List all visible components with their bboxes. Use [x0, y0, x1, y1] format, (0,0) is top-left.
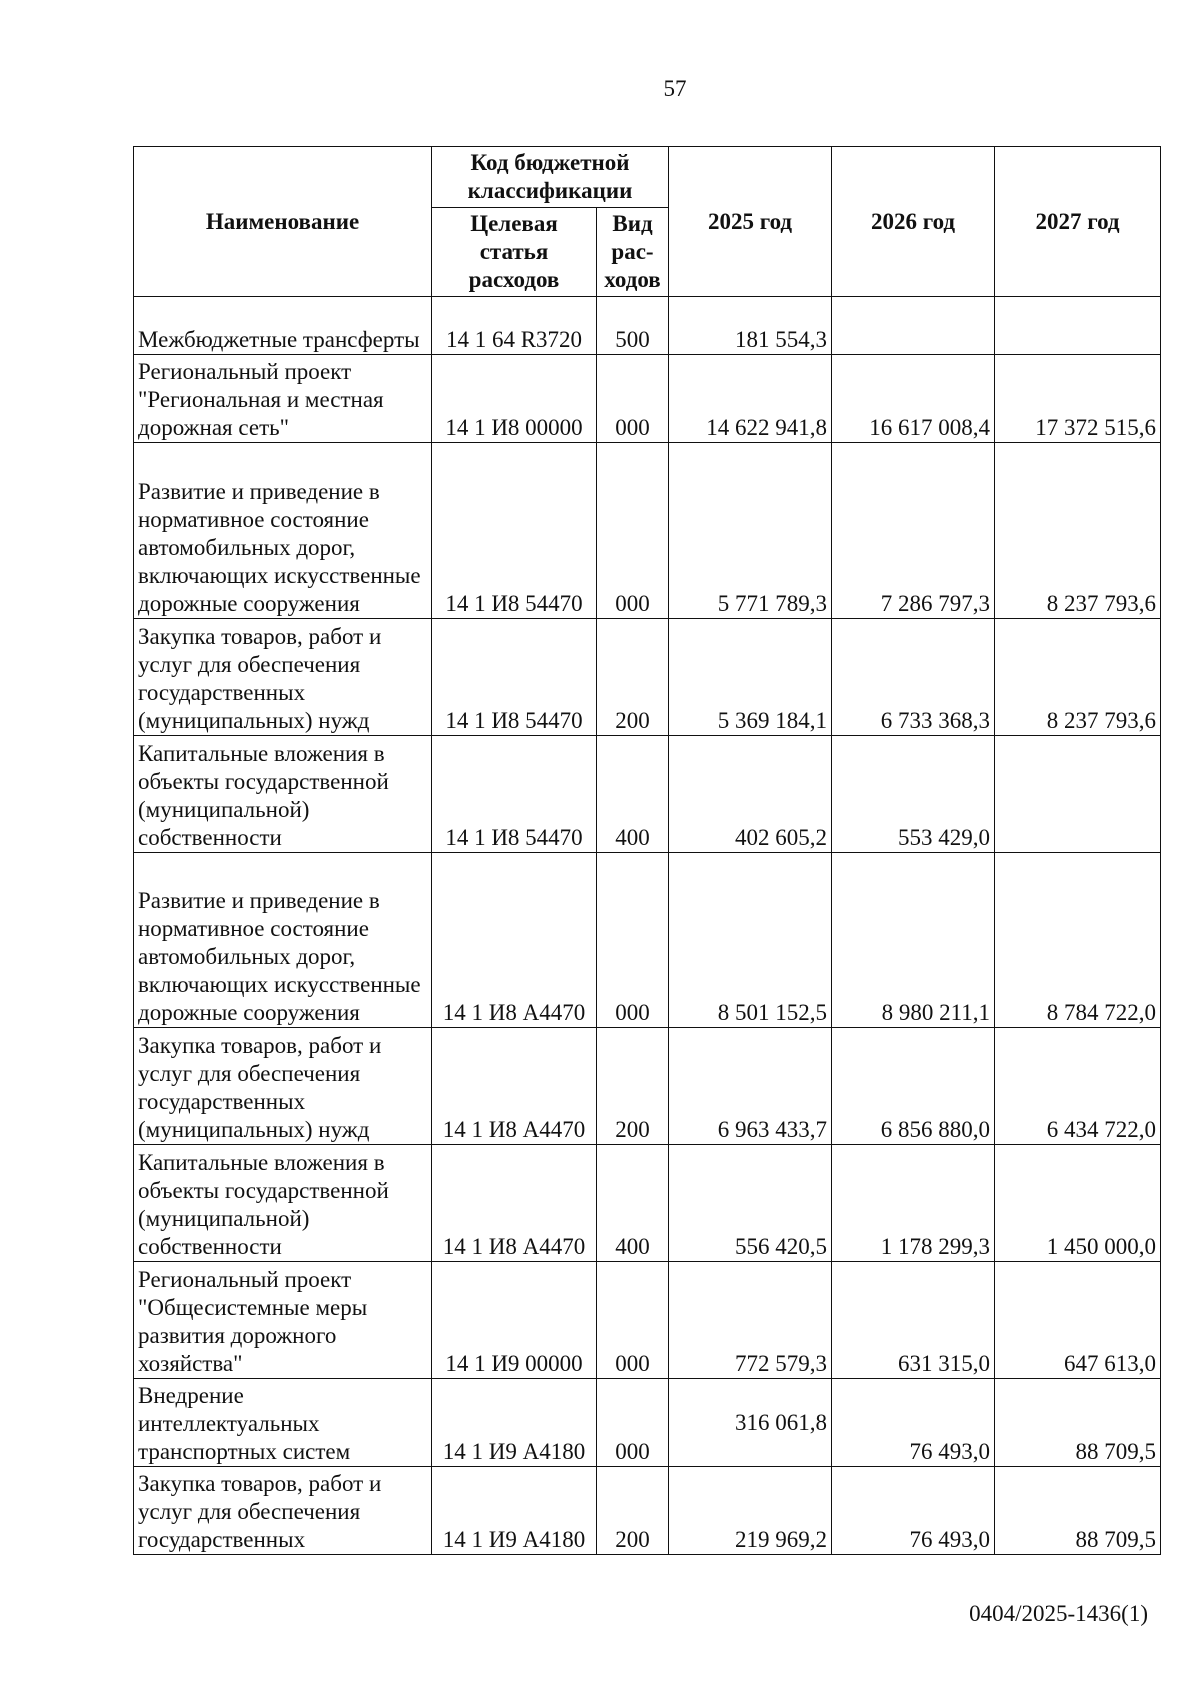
row-code: 14 1 И8 00000: [432, 355, 597, 443]
row-2026: 76 493,0: [832, 1467, 995, 1555]
document-id: 0404/2025-1436(1): [969, 1601, 1148, 1626]
row-2026: 553 429,0: [832, 736, 995, 853]
row-2025: 6 963 433,7: [669, 1028, 832, 1145]
row-vid: 000: [597, 443, 669, 619]
table-row: [134, 619, 1161, 736]
row-2025: 402 605,2: [669, 736, 832, 853]
table-row: [134, 1145, 1161, 1262]
header-vid: Вид рас-ходов: [597, 208, 669, 297]
row-2027: [995, 297, 1161, 355]
row-vid: 400: [597, 736, 669, 853]
row-2025: 5 771 789,3: [669, 443, 832, 619]
row-2026: 6 733 368,3: [832, 619, 995, 736]
table-row: [134, 355, 1161, 443]
row-vid: 200: [597, 1028, 669, 1145]
header-2026: 2026 год: [832, 147, 995, 297]
row-2027: 6 434 722,0: [995, 1028, 1161, 1145]
row-name: Закупка товаров, работ и услуг для обеспечения государственных (муниципальных) нужд: [134, 619, 432, 736]
row-2025: 5 369 184,1: [669, 619, 832, 736]
header-name: Наименование: [134, 147, 432, 297]
row-code: 14 1 64 R3720: [432, 297, 597, 355]
row-vid: 400: [597, 1145, 669, 1262]
row-vid: 000: [597, 853, 669, 1028]
row-vid: 200: [597, 1467, 669, 1555]
table-row: [134, 443, 1161, 619]
table-row: [134, 1028, 1161, 1145]
row-name: Капитальные вложения в объекты государственной (муниципальной) собственности: [134, 736, 432, 853]
row-2027: 17 372 515,6: [995, 355, 1161, 443]
row-2027: 88 709,5: [995, 1379, 1161, 1467]
row-2026: 1 178 299,3: [832, 1145, 995, 1262]
table-row: [134, 1467, 1161, 1555]
row-2027: 1 450 000,0: [995, 1145, 1161, 1262]
header-2027: 2027 год: [995, 147, 1161, 297]
row-2026: [832, 297, 995, 355]
table-row: [134, 1379, 1161, 1467]
row-vid: 200: [597, 619, 669, 736]
row-code: 14 1 И9 А4180: [432, 1379, 597, 1467]
row-2025: 14 622 941,8: [669, 355, 832, 443]
row-name: Закупка товаров, работ и услуг для обеспечения государственных (муниципальных) нужд: [134, 1028, 432, 1145]
row-2027: [995, 736, 1161, 853]
row-name: Внедрение интеллектуальных транспортных систем: [134, 1379, 432, 1467]
row-name: Капитальные вложения в объекты государственной (муниципальной) собственности: [134, 1145, 432, 1262]
row-2025: 772 579,3: [669, 1262, 832, 1379]
row-code: 14 1 И8 54470: [432, 619, 597, 736]
row-2025: 8 501 152,5: [669, 853, 832, 1028]
table-row: [134, 736, 1161, 853]
row-2026: 76 493,0: [832, 1379, 995, 1467]
row-vid: 000: [597, 1262, 669, 1379]
row-code: 14 1 И8 А4470: [432, 1145, 597, 1262]
row-vid: 000: [597, 1379, 669, 1467]
table-row: [134, 1262, 1161, 1379]
row-code: 14 1 И9 А4180: [432, 1467, 597, 1555]
row-code: 14 1 И8 54470: [432, 443, 597, 619]
row-2025: 181 554,3: [669, 297, 832, 355]
row-name: Развитие и приведение в нормативное состояние автомобильных дорог, включающих искусственные дорожные сооружения: [134, 853, 432, 1028]
row-2025: 316 061,8: [669, 1379, 832, 1467]
row-code: 14 1 И9 00000: [432, 1262, 597, 1379]
row-2027: 8 237 793,6: [995, 443, 1161, 619]
table-row: [134, 297, 1161, 355]
row-2027: 88 709,5: [995, 1467, 1161, 1555]
row-2025: 219 969,2: [669, 1467, 832, 1555]
row-2026: 7 286 797,3: [832, 443, 995, 619]
row-name: Закупка товаров, работ и услуг для обеспечения государственных: [134, 1467, 432, 1555]
row-name: Развитие и приведение в нормативное состояние автомобильных дорог, включающих искусственные дорожные сооружения: [134, 443, 432, 619]
table-row: [134, 853, 1161, 1028]
row-2027: 8 237 793,6: [995, 619, 1161, 736]
header-target: Целевая статья расходов: [432, 208, 597, 297]
row-2026: 8 980 211,1: [832, 853, 995, 1028]
row-2027: 8 784 722,0: [995, 853, 1161, 1028]
row-code: 14 1 И8 А4470: [432, 853, 597, 1028]
row-vid: 500: [597, 297, 669, 355]
header-code-group: Код бюджетной классификации: [432, 147, 669, 208]
row-code: 14 1 И8 А4470: [432, 1028, 597, 1145]
row-2026: 16 617 008,4: [832, 355, 995, 443]
row-2027: 647 613,0: [995, 1262, 1161, 1379]
row-2026: 6 856 880,0: [832, 1028, 995, 1145]
row-vid: 000: [597, 355, 669, 443]
page-number: 57: [663, 76, 687, 101]
budget-table: [133, 146, 1161, 1555]
row-code: 14 1 И8 54470: [432, 736, 597, 853]
header-2025: 2025 год: [669, 147, 832, 297]
row-name: Региональный проект "Общесистемные меры развития дорожного хозяйства": [134, 1262, 432, 1379]
row-2025: 556 420,5: [669, 1145, 832, 1262]
row-name: Межбюджетные трансферты: [134, 297, 432, 355]
row-2026: 631 315,0: [832, 1262, 995, 1379]
row-name: Региональный проект "Региональная и местная дорожная сеть": [134, 355, 432, 443]
